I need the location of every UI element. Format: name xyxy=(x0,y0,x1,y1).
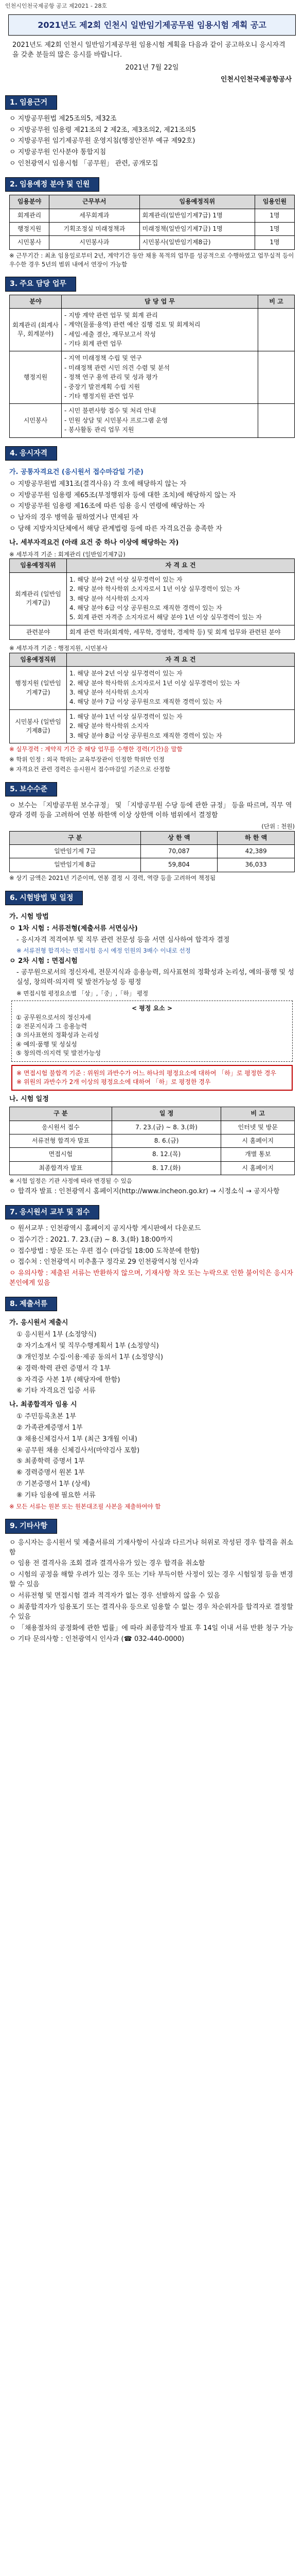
table-row: 회계관리 세무회계과 회계관리(일반임기제7급) 1명 1명 xyxy=(10,209,295,222)
list-item: ㅇ 서류전형 및 면접시험 결과 적격자가 없는 경우 선발하지 않을 수 있음 xyxy=(9,1592,220,1600)
list-item: ① 주민등록초본 1부 xyxy=(16,1413,77,1421)
list-item: ⑤ 자격증 사본 1부 (해당자에 한함) xyxy=(16,1376,120,1384)
list-item: ㅇ 지방공무원법 제31조(결격사유) 각 호에 해당하지 않는 자 xyxy=(9,480,187,488)
subsection-title: 나. 시험 일정 xyxy=(9,1095,49,1104)
table-header: 구 분 xyxy=(10,1107,112,1121)
section-8-header: 8. 제출서류 xyxy=(5,1297,57,1311)
duties-table xyxy=(9,295,295,438)
list-item: ㅇ 접수처 : 인천광역시 미추홀구 정각로 29 인천광역시청 인사과 xyxy=(9,1258,199,1266)
section-1-body xyxy=(5,110,299,169)
table-header: 자 격 요 건 xyxy=(67,653,295,666)
table-row: 면접시험 8. 12.(목) 개별 통보 xyxy=(10,1148,295,1161)
table-row: 일반임기제 8급 59,804 36,033 xyxy=(10,858,295,872)
table-header: 근무부서 xyxy=(49,195,140,209)
table-row: 응시원서 접수 7. 23.(금) ~ 8. 3.(화) 인터넷 및 방문 xyxy=(10,1121,295,1134)
section-1-header: 1. 임용근거 xyxy=(5,95,57,110)
list-item: ㅇ 임용 전 결격사유 조회 결과 결격사유가 있는 경우 합격을 취소함 xyxy=(9,1560,205,1568)
section-3-header: 3. 주요 담당 업무 xyxy=(5,277,76,291)
list-item: - 응시자격 적격여부 및 직무 관련 전문성 등을 서면 심사하여 합격자 결정 xyxy=(16,936,230,944)
list-item: ㅇ 합격자 발표 : 인천광역시 홈페이지(http://www.incheon.go.kr) → 시정소식 → 공지사항 xyxy=(9,1187,280,1195)
table-header: 담 당 업 무 xyxy=(62,295,258,308)
list-item: ㅇ 접수방법 : 방문 또는 우편 접수 (마감일 18:00 도착분에 한함) xyxy=(9,1247,200,1255)
note: ※ 모든 서류는 원본 또는 원본대조필 사본을 제출하여야 함 xyxy=(9,1502,161,1510)
table-header: 상 한 액 xyxy=(140,831,218,844)
note: ※ 근무기간 : 최초 임용일로부터 2년, 계약기간 동안 채용 목적의 업무를 성공적으로 수행하였고 업무실적 등이 우수한 경우 5년의 범위 내에서 연장이 가능함 xyxy=(9,251,294,268)
list-item: ㅇ 시험의 공정을 해할 우려가 있는 경우 또는 기타 부득이한 사정이 있는 경우 시험일정 등을 변경할 수 있음 xyxy=(9,1571,293,1589)
table-header: 임용분야 xyxy=(10,195,49,209)
salary-table xyxy=(9,831,295,872)
list-item: ② 가족관계증명서 1부 xyxy=(16,1423,83,1432)
table-header: 분야 xyxy=(10,295,62,308)
list-item: ㅇ 인천광역시 임용시험 「공무원」 관련, 공개모집 xyxy=(9,160,158,168)
list-item: ⑧ 기타 임용에 필요한 서류 xyxy=(16,1491,96,1499)
list-item: ㅇ 지방공무원 임용령 제21조의 2 제2조, 제3조의2, 제21조의5 xyxy=(9,126,196,134)
table-header: 임용예정직위 xyxy=(10,559,67,572)
list-item: ㅇ 「채용절차의 공정화에 관한 법률」에 따라 최종합격자 발표 후 14일 이내 서류 반환 청구 가능 xyxy=(9,1624,294,1632)
list-item: ⑥ 경력증명서 원본 1부 xyxy=(16,1469,85,1477)
table-row: 행정지원 - 지역 미래정책 수립 및 연구 - 미래정책 관련 시민 의견 수렴 및 분석 - 정책 연구 용역 관리 및 성과 평가 - 중장기 발전계획 수립 지원 - 기타 행정지원 관련 업무 xyxy=(10,351,295,404)
evaluation-box xyxy=(11,1001,293,1061)
table-header: 비 고 xyxy=(221,1107,295,1121)
list-item: ① 공무원으로서의 정신자세 xyxy=(16,1013,91,1021)
table-header: 비 고 xyxy=(258,295,295,308)
intro-paragraph: 2021년도 제2회 인천시 일반임기제공무원 임용시험 계획을 다음과 같이 공고하오니 응시자격을 갖춘 분들의 많은 응시를 바랍니다. xyxy=(12,41,285,59)
warning-box xyxy=(11,1065,293,1091)
subsection-title: 가. 공통자격요건 (응시원서 접수마감일 기준) xyxy=(9,468,144,476)
list-item: ④ 공무원 채용 신체검사서(마약검사 포함) xyxy=(16,1446,140,1454)
table-row: 관련분야 회계 관련 학과(회계학, 세무학, 경영학, 경제학 등) 및 회계 업무와 관련된 분야 xyxy=(10,625,295,639)
note: ※ 상기 금액은 2021년 기준이며, 연봉 결정 시 경력, 역량 등을 고려하여 책정됨 xyxy=(9,874,216,882)
section-5-header: 5. 보수수준 xyxy=(5,782,57,796)
note: ※ 면접시험 평정요소별 「상」,「중」,「하」 평정 xyxy=(16,989,149,997)
section-7-header: 7. 응시원서 교부 및 접수 xyxy=(5,1205,99,1219)
list-item: ㅇ 유의사항 : 제출된 서류는 반환하지 않으며, 기재사항 착오 또는 누락으로 인한 불이익은 응시자 본인에게 있음 xyxy=(9,1269,293,1287)
qualification-table-a xyxy=(9,558,295,640)
table-header: 하 한 액 xyxy=(218,831,295,844)
list-item: ㅇ 기타 문의사항 : 인천광역시 인사과 (☎ 032-440-0000) xyxy=(9,1635,185,1643)
table-row: 시민봉사 - 시민 불편사항 접수 및 처리 안내 - 민원 상담 및 시민봉사 프로그램 운영 - 봉사활동 관리 업무 지원 xyxy=(10,404,295,437)
subsection-title: 가. 응시원서 제출시 xyxy=(9,1319,68,1327)
note: ※ 학위 인정 : 외국 학위는 교육부장관이 인정한 학위만 인정 xyxy=(9,755,165,763)
paragraph: ㅇ 보수는 「지방공무원 보수규정」 및 「지방공무원 수당 등에 관한 규정」 등을 따르며, 직무 역량과 경력 등을 고려하여 연봉 하한액 이상 상한액 이하 범위에서 결정함 xyxy=(9,802,292,820)
table-row: 행정지원 (일반임기제7급) 1. 해당 분야 2년 이상 실무경력이 있는 자 2. 해당 분야 학사학위 소지자로서 1년 이상 실무경력이 있는 자 3. 해당 분야 석사학위 소지자 4. 해당 분야 7급 이상 공무원으로 재직한 경력이 있는 자 xyxy=(10,667,295,710)
list-item: ㅇ 지방공무원 인사분야 통합지침 xyxy=(9,148,106,157)
table-header: 임용예정직위 xyxy=(139,195,255,209)
unit-label: (단위 : 천원) xyxy=(261,823,295,830)
list-item: ④ 예의·품행 및 성실성 xyxy=(16,1040,77,1048)
table-row: 일반임기제 7급 70,087 42,389 xyxy=(10,845,295,858)
section-8 xyxy=(5,1297,299,1511)
intro xyxy=(5,36,299,87)
table-row: 회계관리 (일반임기제7급) 1. 해당 분야 2년 이상 실무경력이 있는 자 2. 해당 분야 학사학위 소지자로서 1년 이상 실무경력이 있는 자 3. 해당 분야 석사학위 소지자 4. 해당 분야 6급 이상 공무원으로 재직한 경력이 있는 자 5. 회계 관련 자격증 소지자로서 해당 분야 1년 이상 실무경력이 있는 자 xyxy=(10,572,295,625)
table-row: 서류전형 합격자 발표 8. 6.(금) 시 홈페이지 xyxy=(10,1134,295,1147)
note: ※ 시험 일정은 기관 사정에 따라 변경될 수 있음 xyxy=(9,1177,132,1185)
section-7 xyxy=(5,1205,299,1289)
box-title: < 평정 요소 > xyxy=(131,1005,172,1012)
section-9 xyxy=(5,1519,299,1645)
list-item: ㅇ 최종합격자가 임용포기 또는 결격사유 등으로 임용할 수 없는 경우 차순위자를 합격자로 결정할 수 있음 xyxy=(9,1603,293,1621)
list-item: ⑦ 기본증명서 1부 (상세) xyxy=(16,1480,90,1488)
note: ※ 실무경력 : 계약직 기간 중 해당 업무를 수행한 경력(기간)을 말함 xyxy=(9,745,183,753)
table-row: 시민봉사 시민봉사과 시민봉사(일반임기제8급) 1명 xyxy=(10,236,295,249)
warning-text: ※ 면접시험 불합격 기준 : 위원의 과반수가 어느 하나의 평정요소에 대하여 「하」로 평정한 경우 xyxy=(16,1069,277,1077)
list-item: ① 응시원서 1부 (소정양식) xyxy=(16,1331,97,1339)
section-6 xyxy=(5,891,299,1197)
table-header: 임용인원 xyxy=(255,195,294,209)
table-row: 행정지원 기획조정실 미래정책과 미래정책(일반임기제7급) 1명 1명 xyxy=(10,223,295,236)
list-item: ② 전문지식과 그 응용능력 xyxy=(16,1023,87,1030)
section-4 xyxy=(5,446,299,774)
list-item: ㅇ 지방공무원 임용령 제16조에 따른 임용 응시 연령에 해당하는 자 xyxy=(9,502,205,511)
list-item: ⑤ 창의력·의지력 및 발전가능성 xyxy=(16,1049,101,1057)
list-item: ㅇ 남자의 경우 병역을 필하였거나 면제된 자 xyxy=(9,514,138,522)
positions-table xyxy=(9,195,295,250)
table-row: 시민봉사 (일반임기제8급) 1. 해당 분야 1년 이상 실무경력이 있는 자 2. 해당 분야 학사학위 소지자 3. 해당 분야 8급 이상 공무원으로 재직한 경력이 있는 자 xyxy=(10,709,295,743)
list-item: ③ 개인정보 수집·이용·제공 동의서 1부 (소정양식) xyxy=(16,1353,164,1361)
page-title: 2021년도 제2회 인천시 일반임기제공무원 임용시험 계획 공고 xyxy=(38,20,266,30)
list-item: ② 자기소개서 및 직무수행계획서 1부 (소정양식) xyxy=(16,1342,159,1350)
list-item: ㅇ 지방공무원 임용령 제65조(부정행위자 등에 대한 조치)에 해당하지 않는 자 xyxy=(9,491,236,499)
list-item: ③ 채용신체검사서 1부 (최근 3개월 이내) xyxy=(16,1435,137,1443)
table-header: 구 분 xyxy=(10,831,141,844)
schedule-table xyxy=(9,1107,295,1175)
list-item: ㅇ 1차 시험 : 서류전형(제출서류 서면심사) xyxy=(9,924,138,933)
note: ※ 자격요건 관련 경력은 응시원서 접수마감일 기준으로 산정함 xyxy=(9,766,170,773)
list-item: ③ 의사표현의 정확성과 논리성 xyxy=(16,1031,99,1039)
list-item: ㅇ 2차 시험 : 면접시험 xyxy=(9,957,78,965)
list-item: ㅇ 원서교부 : 인천광역시 홈페이지 공지사항 게시판에서 다운로드 xyxy=(9,1224,201,1232)
list-item: ⑤ 최종학력 증명서 1부 xyxy=(16,1458,85,1466)
qualification-table-b xyxy=(9,653,295,743)
table-header: 임용예정직위 xyxy=(10,653,67,666)
list-item: ㅇ 접수기간 : 2021. 7. 23.(금) ~ 8. 3.(화) 18:00까지 xyxy=(9,1235,173,1244)
list-item: ㅇ 당해 지방자치단체에서 해당 관계법령 등에 따른 자격요건을 충족한 자 xyxy=(9,525,222,533)
list-item: - 공무원으로서의 정신자세, 전문지식과 응용능력, 의사표현의 정확성과 논리성, 예의·품행 및 성실성, 창의력·의지력 및 발전가능성 등 평정 xyxy=(16,968,294,986)
section-2-header: 2. 임용예정 분야 및 인원 xyxy=(5,177,99,192)
note: ※ 서류전형 합격자는 면접시험 응시 예정 인원의 3배수 이내로 선정 xyxy=(16,947,191,955)
subsection-title: 나. 최종합격자 임용 시 xyxy=(9,1401,77,1409)
section-4-header: 4. 응시자격 xyxy=(5,446,57,461)
section-9-header: 9. 기타사항 xyxy=(5,1519,57,1533)
list-item: ⑥ 기타 자격요건 입증 서류 xyxy=(16,1387,96,1395)
section-1 xyxy=(5,95,299,170)
intro-org: 인천시인천국제공항공사 xyxy=(220,75,292,83)
header-note: 인천시인천국제공항 공고 제2021 - 28호 xyxy=(5,3,108,9)
intro-date: 2021년 7월 22일 xyxy=(125,63,179,72)
subsection-title: 나. 세부자격요건 (아래 요건 중 하나 이상에 해당하는 자) xyxy=(9,538,179,547)
list-item: ㅇ 지방공무원법 제25조의5, 제32조 xyxy=(9,114,117,123)
section-5 xyxy=(5,782,299,883)
table-row: 회계관리 (회계사무, 회계분야) - 지방 계약 관련 업무 및 회계 관리 - 계약(물품·용역) 관련 예산 집행 검토 및 회계처리 - 세입·세출 결산, 재무보고서 작성 - 기타 회계 관련 업무 xyxy=(10,308,295,351)
section-2 xyxy=(5,177,299,268)
list-item: ④ 경력·학력 관련 증명서 각 1부 xyxy=(16,1364,111,1372)
list-item: ㅇ 지방공무원 임기제공무원 운영지침(행정안전부 예규 제92호) xyxy=(9,137,195,145)
table-caption: ※ 세부자격 기준 : 회계관리 (일반임기제7급) xyxy=(9,550,126,558)
section-3 xyxy=(5,277,299,437)
warning-text: ※ 위원의 과반수가 2개 이상의 평정요소에 대하여 「하」로 평정한 경우 xyxy=(16,1078,211,1086)
section-6-header: 6. 시험방법 및 일정 xyxy=(5,891,83,905)
table-header: 일 정 xyxy=(112,1107,221,1121)
table-caption: ※ 세부자격 기준 : 행정지원, 시민봉사 xyxy=(9,645,108,652)
list-item: ㅇ 응시자는 응시원서 및 제출서류의 기재사항이 사실과 다르거나 허위로 작성된 경우 합격을 취소함 xyxy=(9,1538,293,1556)
table-header: 자 격 요 건 xyxy=(67,559,295,572)
table-row: 최종합격자 발표 8. 17.(화) 시 홈페이지 xyxy=(10,1161,295,1175)
subsection-title: 가. 시험 방법 xyxy=(9,912,49,921)
title-box xyxy=(8,14,296,36)
